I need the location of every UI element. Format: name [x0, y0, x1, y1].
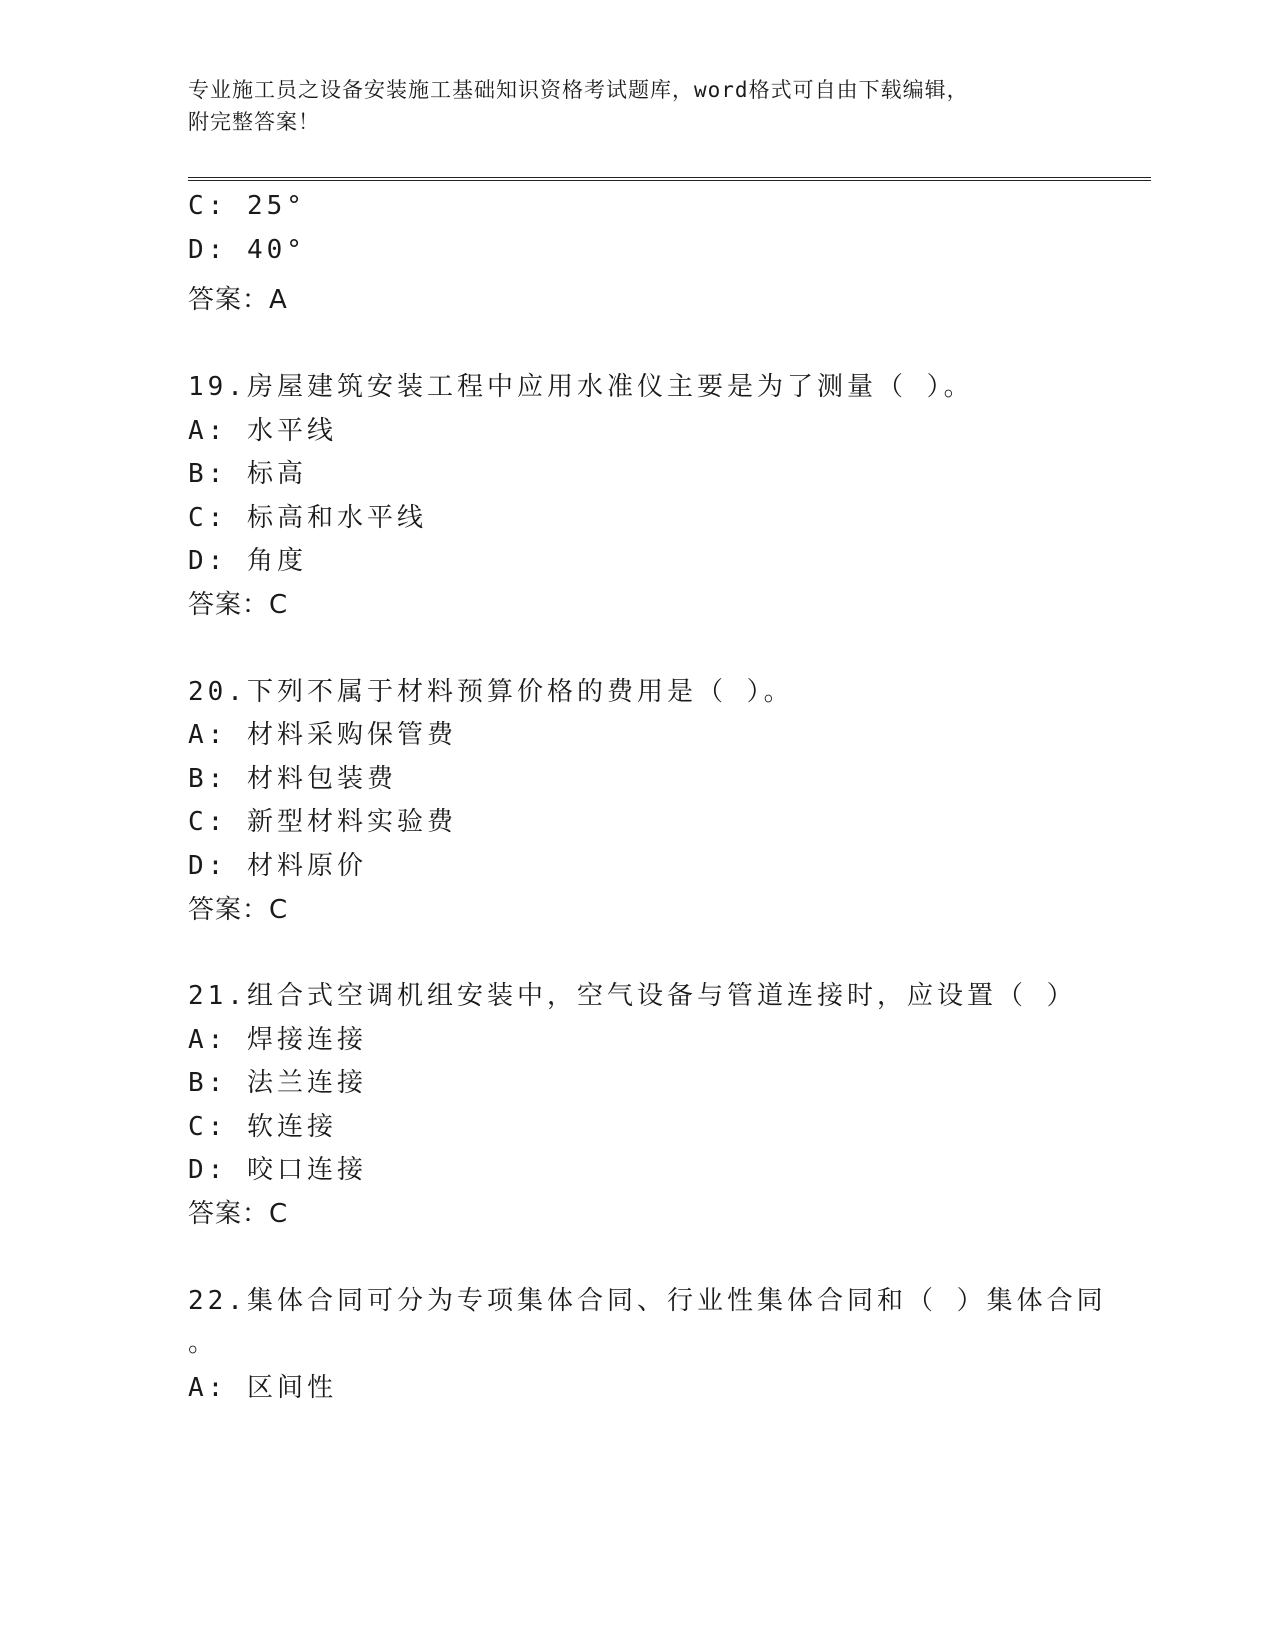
question-22-stem: 22.集体合同可分为专项集体合同、行业性集体合同和（ ）集体合同 [188, 1286, 1107, 1316]
question-19-option-d: D: 角度 [188, 546, 307, 576]
question-22-option-a: A: 区间性 [188, 1373, 337, 1403]
header-rule [188, 177, 1151, 181]
question-21-option-b: B: 法兰连接 [188, 1068, 367, 1098]
question-20-option-c: C: 新型材料实验费 [188, 807, 457, 837]
question-22-stem-continuation: 。 [188, 1328, 219, 1358]
question-19-option-c: C: 标高和水平线 [188, 503, 427, 533]
question-21-answer: 答案：C [188, 1199, 289, 1229]
prev-option-d: D: 40° [188, 235, 306, 265]
question-21-option-c: C: 软连接 [188, 1112, 337, 1142]
prev-option-c: C: 25° [188, 191, 306, 221]
question-21-stem: 21.组合式空调机组安装中，空气设备与管道连接时，应设置（ ） [188, 981, 1077, 1011]
question-19-answer: 答案：C [188, 590, 289, 620]
header-line-2: 附完整答案！ [188, 110, 320, 134]
page-header [188, 74, 1068, 138]
question-19-option-a: A: 水平线 [188, 416, 337, 446]
question-20-option-a: A: 材料采购保管费 [188, 720, 457, 750]
header-line-1: 专业施工员之设备安装施工基础知识资格考试题库，word格式可自由下载编辑， [188, 78, 969, 102]
question-20-option-d: D: 材料原价 [188, 851, 367, 881]
question-20-answer: 答案：C [188, 895, 289, 925]
question-19-option-b: B: 标高 [188, 459, 307, 489]
question-21-option-d: D: 咬口连接 [188, 1155, 367, 1185]
question-20-option-b: B: 材料包装费 [188, 764, 397, 794]
question-20-stem: 20.下列不属于材料预算价格的费用是（ ）。 [188, 677, 794, 707]
question-21-option-a: A: 焊接连接 [188, 1025, 367, 1055]
question-19-stem: 19.房屋建筑安装工程中应用水准仪主要是为了测量（ ）。 [188, 372, 974, 402]
prev-answer: 答案：A [188, 285, 288, 315]
